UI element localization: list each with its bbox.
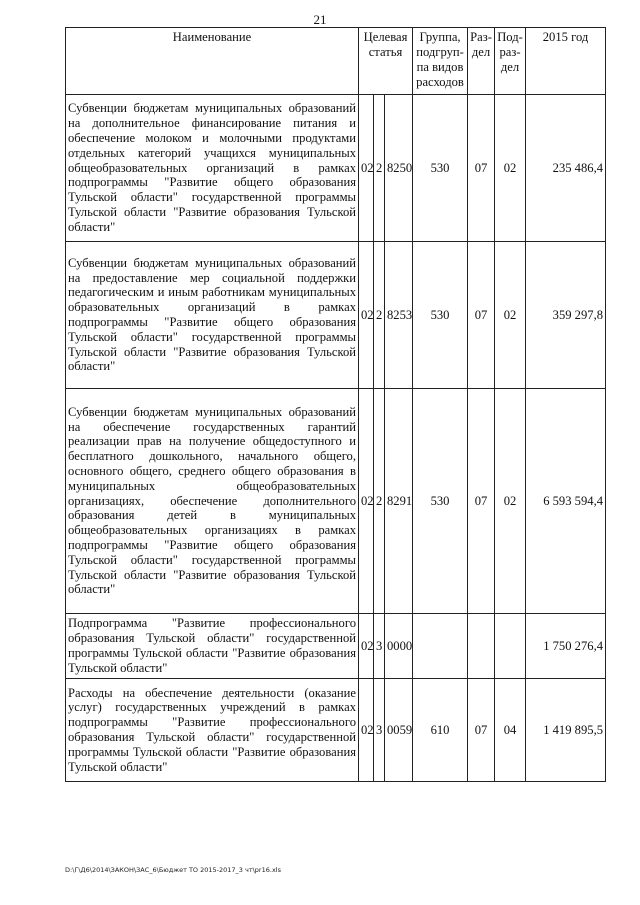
row-section: 07 — [468, 679, 495, 782]
row-name: Подпрограмма "Развитие профессионального образования Тульской области" государственной программы Тульской области "Развитие образования Тульской области" — [66, 614, 359, 679]
row-group — [413, 614, 468, 679]
row-target-subprogram: 2 — [374, 389, 385, 614]
table-row — [66, 95, 606, 242]
row-amount: 6 593 594,4 — [526, 389, 606, 614]
row-name: Расходы на обеспечение деятельности (оказание услуг) государственных учреждений в рамках подпрограммы "Развитие профессионального образования Тульской области" государственной программы Тульской области "Развитие образования Тульской области" — [66, 679, 359, 782]
row-subsection — [495, 614, 526, 679]
header-target: Целевая статья — [359, 28, 413, 95]
row-target-subprogram: 2 — [374, 95, 385, 242]
page-number: 21 — [313, 12, 327, 27]
row-subsection: 04 — [495, 679, 526, 782]
file-path-footer: D:\Г\Д6\2014\ЗАКОН\ЗАС_6\Бюджет ТО 2015-2017_3 чт\pr16.xls — [65, 866, 281, 874]
table-row — [66, 614, 606, 679]
row-subsection: 02 — [495, 242, 526, 389]
row-section: 07 — [468, 389, 495, 614]
row-target-code: 0059 — [385, 679, 413, 782]
row-amount: 1 750 276,4 — [526, 614, 606, 679]
table-row — [66, 242, 606, 389]
row-section: 07 — [468, 95, 495, 242]
header-section: Раз-дел — [468, 28, 495, 95]
row-target-subprogram: 3 — [374, 614, 385, 679]
table-row — [66, 679, 606, 782]
row-target-program: 02 — [359, 242, 374, 389]
row-target-program: 02 — [359, 614, 374, 679]
header-name: Наименование — [66, 28, 359, 95]
row-target-code: 0000 — [385, 614, 413, 679]
row-target-program: 02 — [359, 95, 374, 242]
row-name: Субвенции бюджетам муниципальных образований на предоставление мер социальной поддержки педагогическим и иным работникам муниципальных образовательных организаций в рамках подпрограммы "Развитие общего образования Тульской области" государственной программы Тульской области "Развитие образования Тульской области" — [66, 242, 359, 389]
row-target-subprogram: 3 — [374, 679, 385, 782]
row-target-program: 02 — [359, 389, 374, 614]
row-section: 07 — [468, 242, 495, 389]
row-subsection: 02 — [495, 95, 526, 242]
row-group: 610 — [413, 679, 468, 782]
row-amount: 235 486,4 — [526, 95, 606, 242]
row-amount: 1 419 895,5 — [526, 679, 606, 782]
row-amount: 359 297,8 — [526, 242, 606, 389]
row-name: Субвенции бюджетам муниципальных образований на дополнительное финансирование питания и обеспечение молоком и молочными продуктами отдельных категорий учащихся муниципальных общеобразовательных организаций в рамках подпрограммы "Развитие общего образования Тульской области" государственной программы Тульской области "Развитие образования Тульской области" — [66, 95, 359, 242]
budget-table — [65, 27, 606, 782]
row-target-code: 8250 — [385, 95, 413, 242]
row-group: 530 — [413, 242, 468, 389]
table-row — [66, 389, 606, 614]
row-target-code: 8291 — [385, 389, 413, 614]
row-target-code: 8253 — [385, 242, 413, 389]
row-subsection: 02 — [495, 389, 526, 614]
table-header-row — [66, 28, 606, 95]
row-target-subprogram: 2 — [374, 242, 385, 389]
header-subsection: Под-раз-дел — [495, 28, 526, 95]
row-name: Субвенции бюджетам муниципальных образований на обеспечение государственных гарантий реализации прав на получение общедоступного и бесплатного дошкольного, начального общего, основного общего, среднего общего образования в муниципальных общеобразовательных организациях, обеспечение дополнительного образования детей в муниципальных общеобразовательных организациях в рамках подпрограммы "Развитие общего образования Тульской области" государственной программы Тульской области "Развитие образования Тульской области" — [66, 389, 359, 614]
header-year: 2015 год — [526, 28, 606, 95]
row-section — [468, 614, 495, 679]
row-group: 530 — [413, 389, 468, 614]
header-group: Группа, подгруп-па видов расходов — [413, 28, 468, 95]
row-target-program: 02 — [359, 679, 374, 782]
row-group: 530 — [413, 95, 468, 242]
